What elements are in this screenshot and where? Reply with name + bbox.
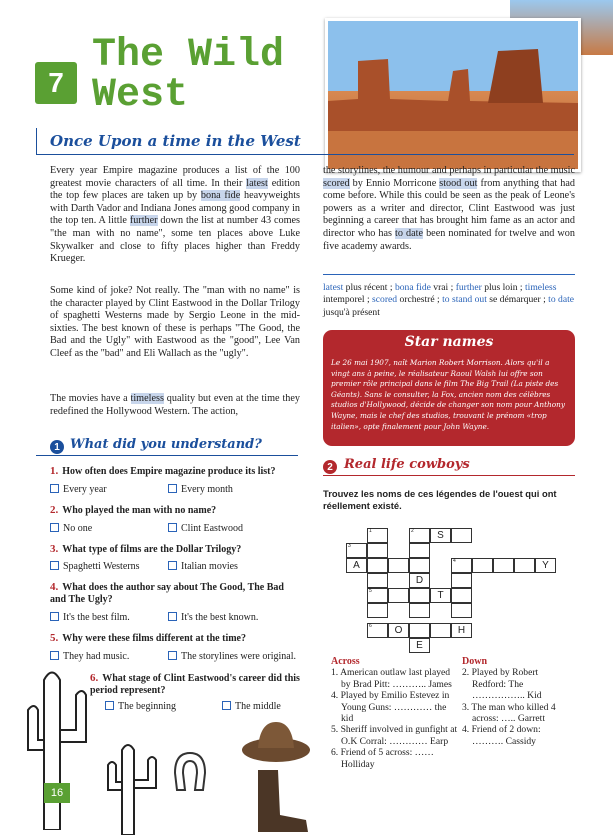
question-text: Who played the man with no name?: [62, 505, 217, 516]
checkbox-icon[interactable]: [222, 701, 231, 710]
crossword-cell[interactable]: [367, 573, 388, 588]
option-label: They had music.: [63, 651, 130, 662]
article-paragraph-4: [323, 165, 575, 253]
crossword-cell[interactable]: [451, 558, 472, 573]
crossword-cell[interactable]: Y: [535, 558, 556, 573]
article-paragraph-3: [50, 393, 300, 418]
down-clue: 4. Friend of 2 down: ………. Cassidy: [462, 724, 541, 747]
unit-number-badge: 7: [35, 62, 77, 104]
text-run: edition the top few places are taken up by: [50, 177, 300, 202]
highlight-latest: latest: [246, 177, 268, 189]
crossword-cell[interactable]: [472, 558, 493, 573]
star-names-text: Le 26 mai 1907, naît Marion Robert Morrison. Alors qu'il a vingt ans à peine, le réalisateur Raoul Walsh lui offre son premier rôle principal dans le film The Big Trail (La piste des Géants). Sans le consulter, la Fox, ancien nom des célèbres studios d'Hollywood, décide de changer son nom pour Anthony Wayne, mais le chef des studios, trouvant le prénom «trop italien», opte finalement pour John Wayne.: [331, 358, 565, 431]
across-clue: 4. Played by Emilio Estevez in Young Guns: ………… the kid: [331, 690, 450, 725]
highlight-scored: scored: [323, 177, 350, 189]
small-cactus-icon: [98, 735, 158, 835]
clue-number: 1: [369, 528, 372, 534]
option-label: No one: [63, 523, 93, 534]
clue-number: 4: [453, 558, 456, 564]
monument-valley-illustration: [328, 21, 578, 169]
option-label: The middle: [235, 701, 281, 712]
section1-title: What did you understand?: [70, 437, 262, 452]
checkbox-icon[interactable]: [50, 484, 59, 493]
subtitle-frame-left: [36, 128, 37, 154]
question-number: 1.: [50, 465, 59, 477]
option-label: It's the best film.: [63, 612, 130, 623]
question-1: [50, 465, 300, 478]
option-1a[interactable]: [50, 484, 107, 496]
highlight-to-date: to date: [395, 227, 423, 239]
crossword-cell[interactable]: [367, 623, 388, 638]
crossword-cell[interactable]: [367, 543, 388, 558]
option-label: The beginning: [118, 701, 177, 712]
checkbox-icon[interactable]: [168, 484, 177, 493]
crossword-cell[interactable]: [367, 588, 388, 603]
text-run: down the list at number 43 comes "the man with no name", some ten places above Luke Skywalker and close to fifty places higher than Freddy Krueger.: [50, 215, 300, 265]
star-names-box: [323, 330, 575, 446]
crossword-cell[interactable]: [451, 573, 472, 588]
vocab-def: plus loin ;: [481, 282, 525, 293]
text-run: The movies have a: [50, 393, 131, 404]
question-number: 4.: [50, 581, 59, 593]
monument-valley-photo: [325, 18, 581, 172]
question-number: 2.: [50, 504, 59, 516]
question-text: What does the author say about The Good, The Bad and The Ugly?: [50, 582, 284, 605]
section2-instruction: Trouvez les noms de ces légendes de l'ouest qui ont réellement existé.: [323, 488, 557, 511]
crossword-grid: [343, 528, 563, 653]
star-names-title: Star names: [404, 334, 494, 350]
crossword-cell[interactable]: H: [451, 623, 472, 638]
title-line-1: The Wild: [92, 33, 285, 78]
article-subtitle: Once Upon a time in the West: [50, 132, 301, 150]
crossword-cell[interactable]: [493, 558, 514, 573]
article-paragraph-1: [50, 165, 300, 266]
across-clues: [331, 656, 459, 770]
crossword-cell[interactable]: [451, 603, 472, 618]
option-label: Italian movies: [181, 561, 238, 572]
crossword-cell[interactable]: [409, 528, 430, 543]
crossword-cell[interactable]: [388, 558, 409, 573]
vocab-def: plus récent ;: [343, 282, 395, 293]
clue-number: 5: [369, 588, 372, 594]
question-5: [50, 632, 300, 645]
vocab-def: se démarquer ;: [486, 294, 549, 306]
text-run: by Ennio Morricone: [349, 177, 440, 189]
crossword-cell[interactable]: [409, 623, 430, 638]
question-text: What type of films are the Dollar Trilogy?: [62, 544, 242, 555]
option-3b[interactable]: [168, 561, 238, 573]
section1-rule: [36, 455, 298, 456]
option-label: Every month: [181, 484, 233, 495]
clue-number: 2: [411, 528, 414, 534]
subtitle-rule: [36, 154, 574, 155]
question-2: [50, 504, 300, 517]
highlight-stood-out: stood out: [439, 177, 478, 189]
vocab-word: bona fide: [394, 282, 431, 293]
vocab-word: scored: [372, 294, 398, 306]
checkbox-icon[interactable]: [50, 523, 59, 532]
text-run: from anything that had come before. While this could be seen as the peak of Leone's powers as a writer and director, Clint Eastwood was just beginning a career that has brought him fame as an actor and director who has: [323, 177, 575, 239]
checkbox-icon[interactable]: [50, 561, 59, 570]
title-line-2: West: [92, 73, 189, 118]
crossword-cell[interactable]: D: [409, 573, 430, 588]
option-label: Spaghetti Westerns: [63, 561, 140, 572]
crossword-cell[interactable]: A: [346, 558, 367, 573]
vocab-rule: [323, 274, 575, 275]
article-paragraph-2: Some kind of joke? Not really. The "man with no name" is the character played by Clint Eastwood in the Dollar Trilogy of spaghetti Westerns made by Sergio Leone in the mid-sixties. The best known of these is perhaps "The Good, the Bad and the Ugly" with Eastwood as the "good", Lee Van Cleef as the "bad" and Eli Wallach as the "ugly".: [50, 285, 300, 359]
option-1b[interactable]: [168, 484, 233, 496]
question-3: [50, 543, 300, 556]
text-run: heavyweights with Darth Vador and Indiana Jones among good company in the top ten. A little: [50, 190, 300, 227]
question-number: 3.: [50, 543, 59, 555]
highlight-timeless: timeless: [130, 393, 164, 404]
text-run: the storylines, the humour and perhaps in particular the music: [323, 165, 575, 176]
option-label: The storylines were original.: [181, 651, 296, 662]
crossword-cell[interactable]: [451, 528, 472, 543]
section2-title: Real life cowboys: [344, 457, 470, 472]
question-4: [50, 581, 300, 606]
checkbox-icon[interactable]: [50, 651, 59, 660]
option-3a[interactable]: [50, 561, 140, 573]
clue-number: 6: [369, 623, 372, 629]
crossword-cell[interactable]: [367, 558, 388, 573]
option-label: It's the best known.: [181, 612, 259, 623]
checkbox-icon[interactable]: [168, 651, 177, 660]
section2-rule: [323, 475, 575, 476]
checkbox-icon[interactable]: [168, 561, 177, 570]
across-heading: Across: [331, 656, 360, 667]
option-6a[interactable]: [105, 701, 176, 713]
section2-number: 2: [323, 460, 337, 474]
down-clue: 2. Played by Robert Redford: The …………….. Kid: [462, 667, 542, 702]
option-5b[interactable]: [168, 651, 296, 663]
question-number: 5.: [50, 632, 59, 644]
crossword-cell[interactable]: [367, 603, 388, 618]
question-text: Why were these films different at the time?: [62, 633, 246, 644]
clue-number: 3: [348, 543, 351, 549]
checkbox-icon[interactable]: [168, 523, 177, 532]
down-clues: [462, 656, 574, 747]
vocab-def: intemporel ;: [323, 294, 373, 306]
cowboy-hat-and-boot-icon: [228, 710, 313, 835]
option-2b[interactable]: [168, 523, 243, 535]
crossword-cell[interactable]: [409, 543, 430, 558]
question-text: How often does Empire magazine produce its list?: [62, 466, 276, 477]
text-run: quality but even at the time they redefined the Hollywood Western. The action,: [50, 393, 300, 417]
vocab-def: vrai ;: [430, 282, 456, 293]
across-clue: 1. American outlaw last played by Brad Pitt: ……….. James: [331, 667, 452, 690]
down-clue: 3. The man who killed 4 across: ….. Garrett: [462, 701, 556, 725]
question-number: 6.: [90, 672, 99, 684]
vocab-word: timeless: [524, 282, 557, 293]
text-run: Every year Empire magazine produces a list of the 100 greatest movie characters of all time. In their: [50, 165, 300, 189]
across-clue: 6. Friend of 5 across: …… Holliday: [331, 747, 434, 770]
crossword-cell[interactable]: [367, 528, 388, 543]
vocab-def: orchestré ;: [397, 294, 443, 306]
page-number: 16: [44, 783, 70, 803]
vocab-word: to date: [548, 294, 575, 306]
checkbox-icon[interactable]: [50, 612, 59, 621]
down-heading: Down: [462, 656, 488, 667]
crossword-cell[interactable]: T: [430, 588, 451, 603]
section1-number: 1: [50, 440, 64, 454]
highlight-further: further: [129, 215, 158, 227]
vocabulary-list: [323, 282, 575, 319]
crossword-cell[interactable]: [409, 603, 430, 618]
crossword-cell[interactable]: [346, 543, 367, 558]
option-label: Every year: [63, 484, 107, 495]
question-6: [90, 672, 300, 697]
crossword-cell[interactable]: [409, 588, 430, 603]
vocab-word: latest: [323, 282, 344, 293]
crossword-cell[interactable]: [514, 558, 535, 573]
checkbox-icon[interactable]: [168, 612, 177, 621]
option-4b[interactable]: [168, 612, 258, 624]
crossword-cell[interactable]: E: [409, 638, 430, 653]
page-title: [92, 33, 285, 118]
crossword-cell[interactable]: [388, 588, 409, 603]
checkbox-icon[interactable]: [105, 701, 114, 710]
option-label: Clint Eastwood: [181, 523, 243, 534]
crossword-cell[interactable]: [430, 623, 451, 638]
across-clue: 5. Sheriff involved in gunfight at O.K Corral: ………… Earp: [331, 724, 458, 747]
crossword-cell[interactable]: [451, 588, 472, 603]
text-run: been nominated for twelve and won five academy awards.: [323, 227, 575, 252]
question-text: What stage of Clint Eastwood's career did this period represent?: [90, 673, 300, 696]
crossword-cell[interactable]: O: [388, 623, 409, 638]
vocab-word: to stand out: [442, 294, 487, 306]
option-4a[interactable]: [50, 612, 130, 624]
vocab-word: further: [455, 282, 482, 293]
crossword-cell[interactable]: [409, 558, 430, 573]
horseshoe-icon: [165, 745, 215, 795]
crossword-cell[interactable]: S: [430, 528, 451, 543]
vocab-def: jusqu'à présent: [323, 306, 380, 318]
option-2a[interactable]: [50, 523, 92, 535]
cactus-icon: [14, 660, 94, 830]
highlight-bona-fide: bona fide: [200, 190, 241, 202]
